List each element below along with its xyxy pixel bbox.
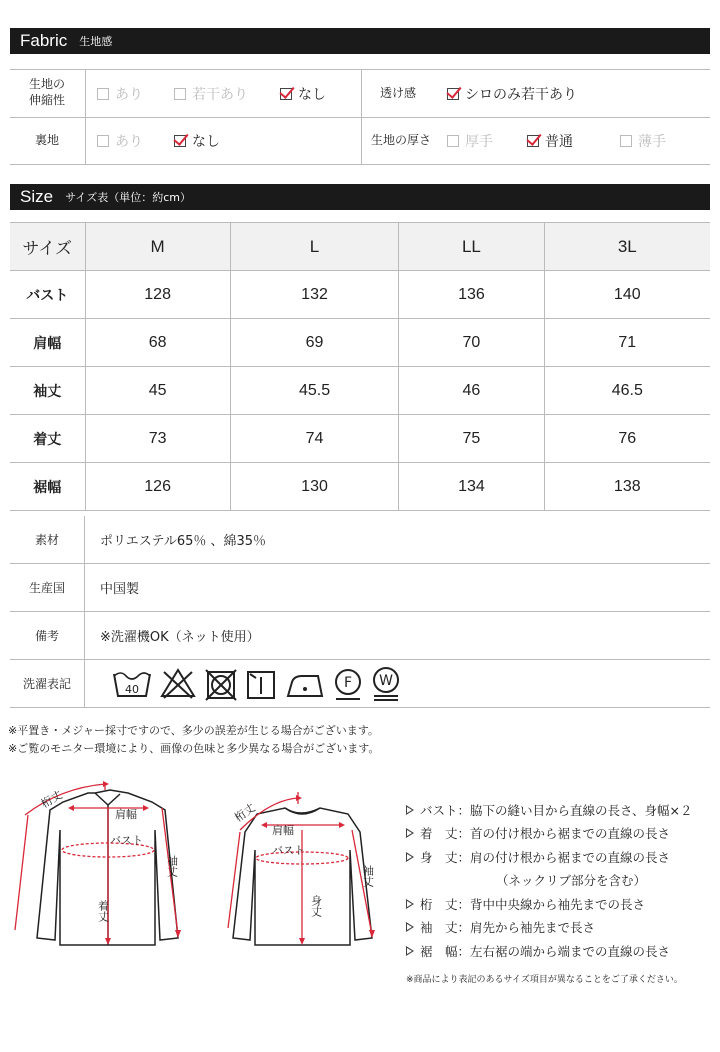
pullover-mitake-label: 身丈 — [309, 895, 323, 917]
origin-label: 生産国 — [10, 564, 85, 611]
table-cell: 126 — [85, 463, 230, 511]
table-cell: 76 — [544, 415, 710, 463]
size-header-cell: サイズ — [10, 223, 85, 271]
checkmark-icon — [527, 135, 539, 147]
no-tumble-dry-icon — [206, 670, 236, 700]
thickness-option-futsu: 普通 — [527, 131, 573, 151]
note-line-2: ※ご覧のモニター環境により、画像の色味と多少異なる場合がございます。 — [8, 742, 380, 755]
row-label: 着丈 — [10, 415, 85, 463]
iron-icon — [288, 676, 322, 696]
stretch-option-jakkan: 若干あり — [174, 84, 248, 104]
remarks-value: ※洗濯機OK（ネット使用） — [100, 630, 260, 645]
table-cell: 46.5 — [544, 367, 710, 415]
list-item: 桁 丈：背中中央線から袖先までの長さ — [406, 892, 692, 916]
thickness-label: 生地の厚さ — [370, 133, 431, 147]
table-cell: 68 — [85, 319, 230, 367]
no-bleach-icon — [162, 670, 194, 698]
size-subtitle: サイズ表（単位：約cm） — [65, 191, 191, 204]
care-symbols — [110, 664, 410, 704]
jacket-bust-label: バスト — [110, 834, 143, 847]
origin-value: 中国製 — [100, 582, 140, 597]
triangle-bullet-icon — [406, 922, 414, 932]
lining-option-ari: あり — [97, 131, 143, 151]
table-cell: 45 — [85, 367, 230, 415]
table-cell: 128 — [85, 271, 230, 319]
table-cell: 136 — [399, 271, 544, 319]
stretch-option-nashi: なし — [280, 84, 326, 104]
care-row — [10, 660, 710, 708]
table-cell: 71 — [544, 319, 710, 367]
jacket-katahaba-label: 肩幅 — [115, 808, 137, 821]
table-cell: 69 — [230, 319, 399, 367]
jacket-yuki-label: 桁丈 — [39, 788, 65, 811]
size-title: Size — [20, 187, 54, 206]
triangle-bullet-icon — [406, 852, 414, 862]
table-cell: 132 — [230, 271, 399, 319]
table-cell: 138 — [544, 463, 710, 511]
fabric-subtitle: 生地感 — [79, 35, 113, 48]
size-table — [10, 222, 710, 511]
table-cell: 73 — [85, 415, 230, 463]
table-row — [10, 415, 710, 463]
stretch-option-ari: あり — [97, 84, 143, 104]
stretch-label: 生地の 伸縮性 — [28, 77, 65, 107]
triangle-bullet-icon — [406, 805, 414, 815]
pullover-sodetake-label: 袖丈 — [361, 865, 375, 887]
row-label: 裾幅 — [10, 463, 85, 511]
lining-option-nashi: なし — [174, 131, 220, 151]
remarks-row — [10, 612, 710, 660]
checkbox-icon — [174, 88, 186, 100]
table-row — [10, 367, 710, 415]
care-icons — [110, 660, 410, 707]
measurement-diagram — [0, 770, 400, 970]
fabric-title: Fabric — [20, 31, 68, 50]
list-item: バスト：脇下の縫い目から直線の長さ、身幅×２ — [406, 798, 692, 822]
table-row — [10, 319, 710, 367]
row-label: 肩幅 — [10, 319, 85, 367]
pullover-bust-label: バスト — [272, 844, 305, 857]
row-label: バスト — [10, 271, 85, 319]
triangle-bullet-icon — [406, 828, 414, 838]
checkbox-icon — [97, 135, 109, 147]
list-item: 裾 幅：左右裾の端から端までの直線の長さ — [406, 939, 692, 963]
lining-label: 裏地 — [34, 133, 59, 147]
pullover-yuki-label: 桁丈 — [232, 801, 258, 825]
table-row — [10, 271, 710, 319]
checkbox-icon — [447, 135, 459, 147]
measurement-descriptions — [406, 798, 692, 963]
table-row — [10, 463, 710, 511]
size-header-row — [10, 223, 710, 271]
jacket-sodetake-label: 袖丈 — [165, 855, 179, 877]
table-cell: 134 — [399, 463, 544, 511]
table-cell: 74 — [230, 415, 399, 463]
size-header-cell: M — [85, 223, 230, 271]
checkbox-icon — [97, 88, 109, 100]
remarks-label: 備考 — [10, 612, 85, 659]
wash-temp-label: 40 — [125, 682, 139, 696]
list-item: 着 丈：首の付け根から裾までの直線の長さ — [406, 822, 692, 846]
table-cell: 75 — [399, 415, 544, 463]
list-item: 袖 丈：肩先から袖先まで長さ — [406, 916, 692, 940]
size-header-cell: L — [230, 223, 399, 271]
note-line-1: ※平置き・メジャー採寸ですので、多少の誤差が生じる場合がございます。 — [8, 724, 379, 737]
sheer-option: シロのみ若干あり — [447, 84, 577, 104]
dry-clean-f-label: F — [343, 674, 353, 691]
origin-row — [10, 564, 710, 612]
size-header-cell: LL — [399, 223, 544, 271]
table-cell: 140 — [544, 271, 710, 319]
checkmark-icon — [447, 88, 459, 100]
line-dry-icon — [248, 672, 274, 698]
table-cell: 45.5 — [230, 367, 399, 415]
thickness-option-atsude: 厚手 — [447, 131, 493, 151]
wet-clean-w-icon — [374, 668, 398, 700]
triangle-bullet-icon — [406, 899, 414, 909]
table-cell: 130 — [230, 463, 399, 511]
material-label: 素材 — [10, 516, 85, 563]
table-cell: 46 — [399, 367, 544, 415]
list-item: （ネックリブ部分を含む） — [496, 873, 647, 889]
pullover-arrowheads — [261, 795, 375, 945]
checkmark-icon — [174, 135, 186, 147]
thickness-option-usude: 薄手 — [620, 131, 666, 151]
wet-clean-w-label: W — [379, 672, 393, 689]
size-header-cell: 3L — [544, 223, 710, 271]
checkbox-icon — [620, 135, 632, 147]
care-label: 洗濯表記 — [10, 660, 85, 707]
dry-clean-f-icon — [336, 670, 360, 699]
pullover-katahaba-label: 肩幅 — [272, 824, 294, 837]
material-row — [10, 516, 710, 564]
checkmark-icon — [280, 88, 292, 100]
sheer-label: 透け感 — [379, 86, 416, 100]
list-item: 身 丈：肩の付け根から裾までの直線の長さ — [406, 845, 692, 869]
material-value: ポリエステル65％ 、綿35％ — [100, 534, 267, 549]
jacket-arrowheads — [68, 781, 181, 945]
row-label: 袖丈 — [10, 367, 85, 415]
footnote: ※商品により表記のあるサイズ項目が異なることをご了承ください。 — [406, 975, 683, 985]
triangle-bullet-icon — [406, 946, 414, 956]
fabric-header — [10, 28, 710, 54]
jacket-kitake-label: 着丈 — [96, 900, 110, 922]
wash-40-icon — [114, 673, 150, 696]
table-cell: 70 — [399, 319, 544, 367]
size-header — [10, 184, 710, 210]
